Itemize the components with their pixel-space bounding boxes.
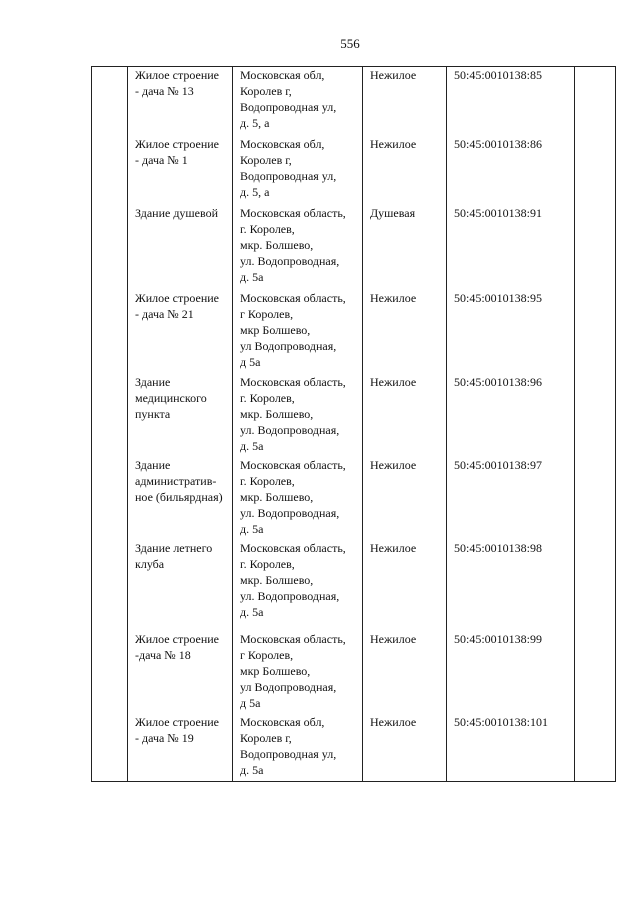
row-number-cell <box>92 631 128 714</box>
cadastral-number-cell: 50:45:0010138:85 <box>447 67 575 136</box>
building-name-cell: Жилое строение - дача № 21 <box>128 290 233 374</box>
building-name-cell: Здание медицинского пункта <box>128 374 233 457</box>
table-row <box>92 67 616 136</box>
registry-table-body <box>92 67 616 782</box>
purpose-cell: Нежилое <box>363 714 447 782</box>
purpose-cell: Нежилое <box>363 540 447 631</box>
cadastral-number-cell: 50:45:0010138:95 <box>447 290 575 374</box>
notes-cell <box>575 457 616 540</box>
building-name-cell: Здание душевой <box>128 205 233 290</box>
notes-cell <box>575 136 616 205</box>
address-cell: Московская обл, Королев г, Водопроводная ул, д. 5, а <box>233 136 363 205</box>
notes-cell <box>575 205 616 290</box>
cadastral-number-cell: 50:45:0010138:99 <box>447 631 575 714</box>
row-number-cell <box>92 290 128 374</box>
table-row <box>92 457 616 540</box>
address-cell: Московская обл, Королев г, Водопроводная ул, д. 5, а <box>233 67 363 136</box>
cadastral-number-cell: 50:45:0010138:91 <box>447 205 575 290</box>
row-number-cell <box>92 136 128 205</box>
purpose-cell: Душевая <box>363 205 447 290</box>
notes-cell <box>575 67 616 136</box>
row-number-cell <box>92 714 128 782</box>
purpose-cell: Нежилое <box>363 631 447 714</box>
building-name-cell: Жилое строение - дача № 13 <box>128 67 233 136</box>
notes-cell <box>575 374 616 457</box>
cadastral-number-cell: 50:45:0010138:86 <box>447 136 575 205</box>
address-cell: Московская область, г. Королев, мкр. Болшево, ул. Водопроводная, д. 5а <box>233 205 363 290</box>
address-cell: Московская область, г. Королев, мкр. Болшево, ул. Водопроводная, д. 5а <box>233 540 363 631</box>
notes-cell <box>575 290 616 374</box>
purpose-cell: Нежилое <box>363 136 447 205</box>
building-name-cell: Здание летнего клуба <box>128 540 233 631</box>
building-name-cell: Жилое строение - дача № 19 <box>128 714 233 782</box>
table-row <box>92 714 616 782</box>
purpose-cell: Нежилое <box>363 374 447 457</box>
table-row <box>92 540 616 631</box>
address-cell: Московская область, г Королев, мкр Болшево, ул Водопроводная, д 5а <box>233 631 363 714</box>
row-number-cell <box>92 457 128 540</box>
row-number-cell <box>92 205 128 290</box>
notes-cell <box>575 631 616 714</box>
table-row <box>92 136 616 205</box>
purpose-cell: Нежилое <box>363 290 447 374</box>
address-cell: Московская область, г. Королев, мкр. Болшево, ул. Водопроводная, д. 5а <box>233 457 363 540</box>
row-number-cell <box>92 374 128 457</box>
building-name-cell: Жилое строение -дача № 18 <box>128 631 233 714</box>
address-cell: Московская область, г Королев, мкр Болшево, ул Водопроводная, д 5а <box>233 290 363 374</box>
page-number: 556 <box>340 36 360 51</box>
address-cell: Московская обл, Королев г, Водопроводная ул, д. 5а <box>233 714 363 782</box>
purpose-cell: Нежилое <box>363 67 447 136</box>
row-number-cell <box>92 540 128 631</box>
cadastral-number-cell: 50:45:0010138:98 <box>447 540 575 631</box>
purpose-cell: Нежилое <box>363 457 447 540</box>
table-row <box>92 374 616 457</box>
building-name-cell: Здание административ- ное (бильярдная) <box>128 457 233 540</box>
table-row <box>92 631 616 714</box>
cadastral-number-cell: 50:45:0010138:97 <box>447 457 575 540</box>
notes-cell <box>575 540 616 631</box>
table-row <box>92 290 616 374</box>
table-row <box>92 205 616 290</box>
property-registry-table <box>91 66 616 782</box>
address-cell: Московская область, г. Королев, мкр. Болшево, ул. Водопроводная, д. 5а <box>233 374 363 457</box>
cadastral-number-cell: 50:45:0010138:96 <box>447 374 575 457</box>
cadastral-number-cell: 50:45:0010138:101 <box>447 714 575 782</box>
notes-cell <box>575 714 616 782</box>
row-number-cell <box>92 67 128 136</box>
building-name-cell: Жилое строение - дача № 1 <box>128 136 233 205</box>
